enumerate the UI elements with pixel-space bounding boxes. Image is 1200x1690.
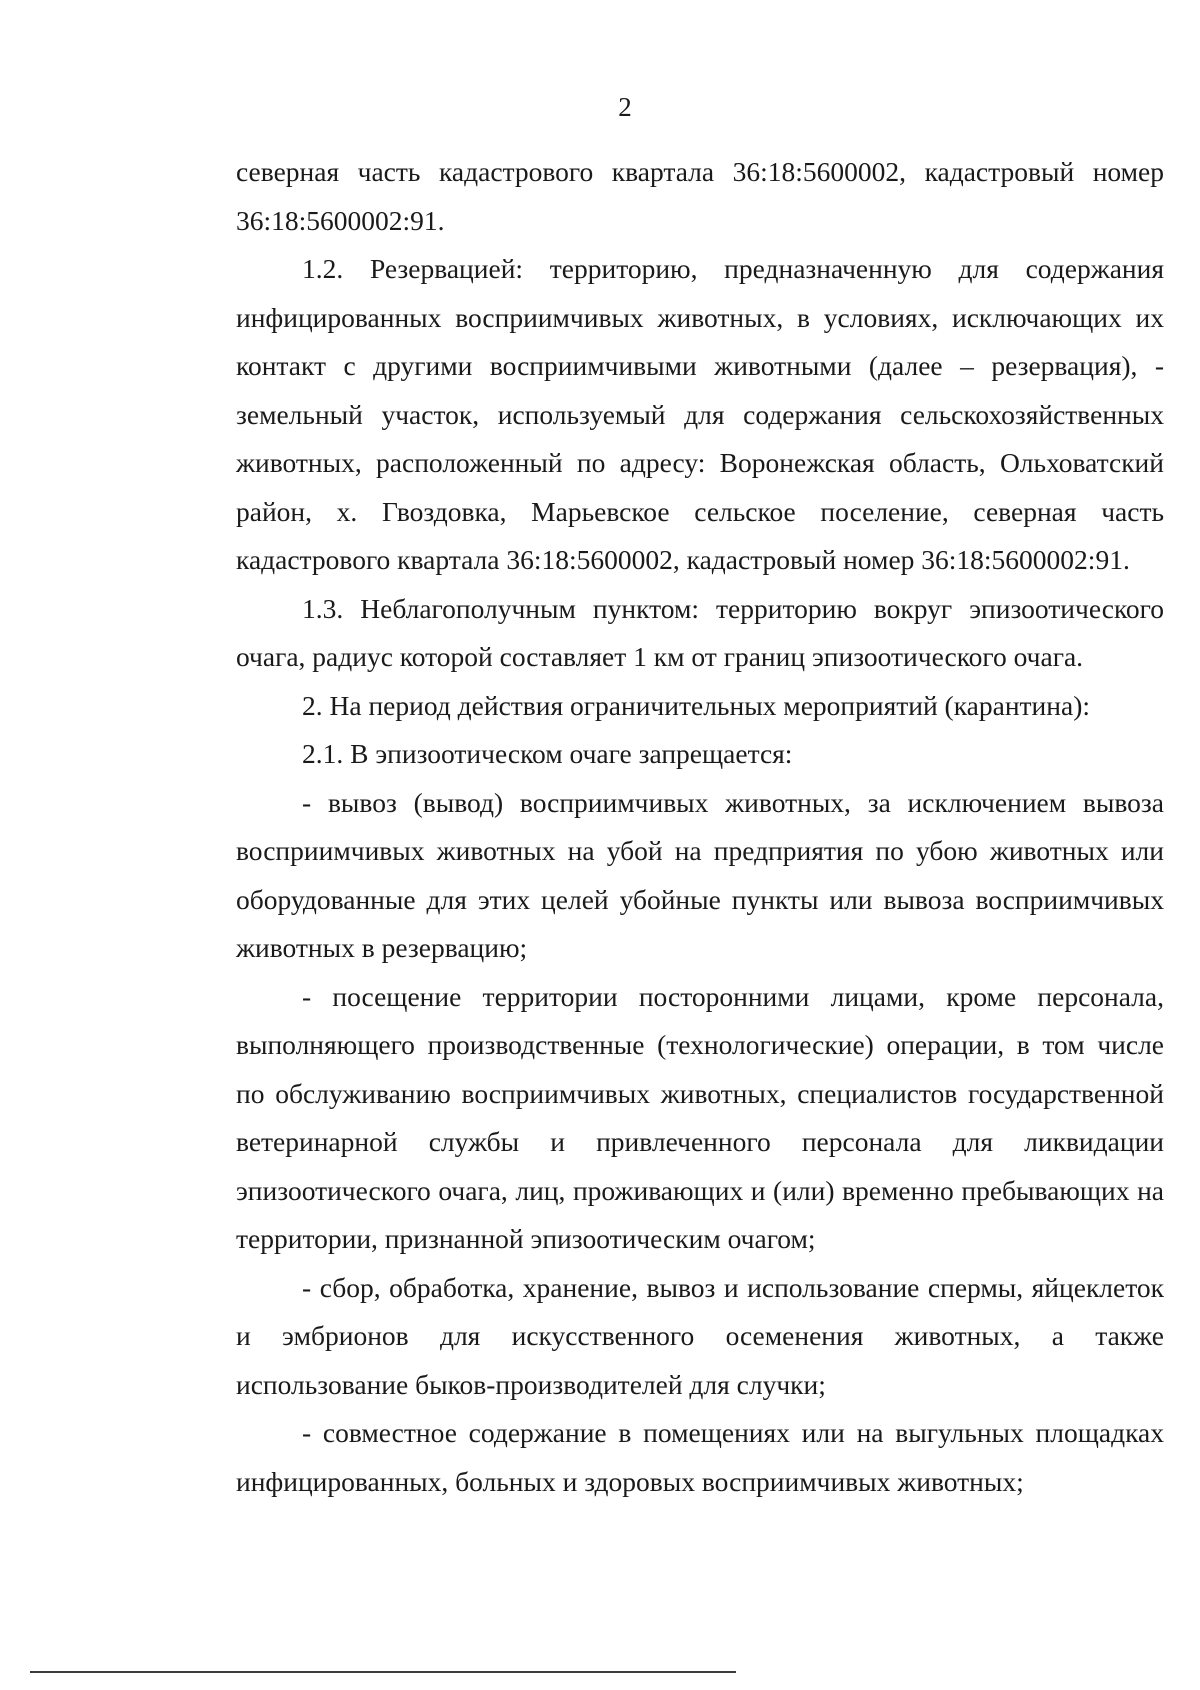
document-body [236,148,1164,1506]
paragraph-2-quarantine-period: 2. На период действия ограничительных мероприятий (карантина): [302,689,1090,721]
paragraph-2-1-prohibitions: 2.1. В эпизоотическом очаге запрещается: [302,738,793,769]
list-item-sperm-embryos: - сбор, обработка, хранение, вывоз и использование спермы, яйцеклеток и эмбрионов для искусственного осеменения животных, а также использование быков-производителей для случки; [236,1271,1164,1400]
paragraph-cadastral-continuation: северная часть кадастрового квартала 36:18:5600002, кадастровый номер 36:18:5600002:91. [236,156,1164,236]
list-item-territory-visits: - посещение территории посторонними лицами, кроме персонала, выполняющего производственные (технологические) операции, в том числе по обслуживанию восприимчивых животных, специалистов государственной ветеринарной службы и привлеченного персонала для ликвидации эпизоотического очага, лиц, проживающих и (или) временно пребывающих на территории, признанной эпизоотическим очагом; [236,980,1164,1254]
list-item-animal-export: - вывоз (вывод) восприимчивых животных, за исключением вывоза восприимчивых животных на убой на предприятия по убою животных или оборудованные для этих целей убойные пункты или вывоза восприимчивых животных в резервацию; [236,786,1164,963]
list-item-joint-keeping: - совместное содержание в помещениях или на выгульных площадках инфицированных, больных и здоровых восприимчивых животных; [236,1417,1164,1497]
paragraph-1-2-reservation: 1.2. Резервацией: территорию, предназначенную для содержания инфицированных восприимчивых животных, в условиях, исключающих их контакт с другими восприимчивыми животными (далее – резервация), - земельный участок, используемый для содержания сельскохозяйственных животных, расположенный по адресу: Воронежская область, Ольховатский район, х. Гвоздовка, Марьевское сельское поселение, северная часть кадастрового квартала 36:18:5600002, кадастровый номер 36:18:5600002:91. [236,253,1164,575]
paragraph-1-3-unfavorable-point: 1.3. Неблагополучным пунктом: территорию вокруг эпизоотического очага, радиус которой составляет 1 км от границ эпизоотического очага. [236,592,1164,672]
page-number: 2 [618,92,632,122]
bottom-rule [30,1671,736,1673]
